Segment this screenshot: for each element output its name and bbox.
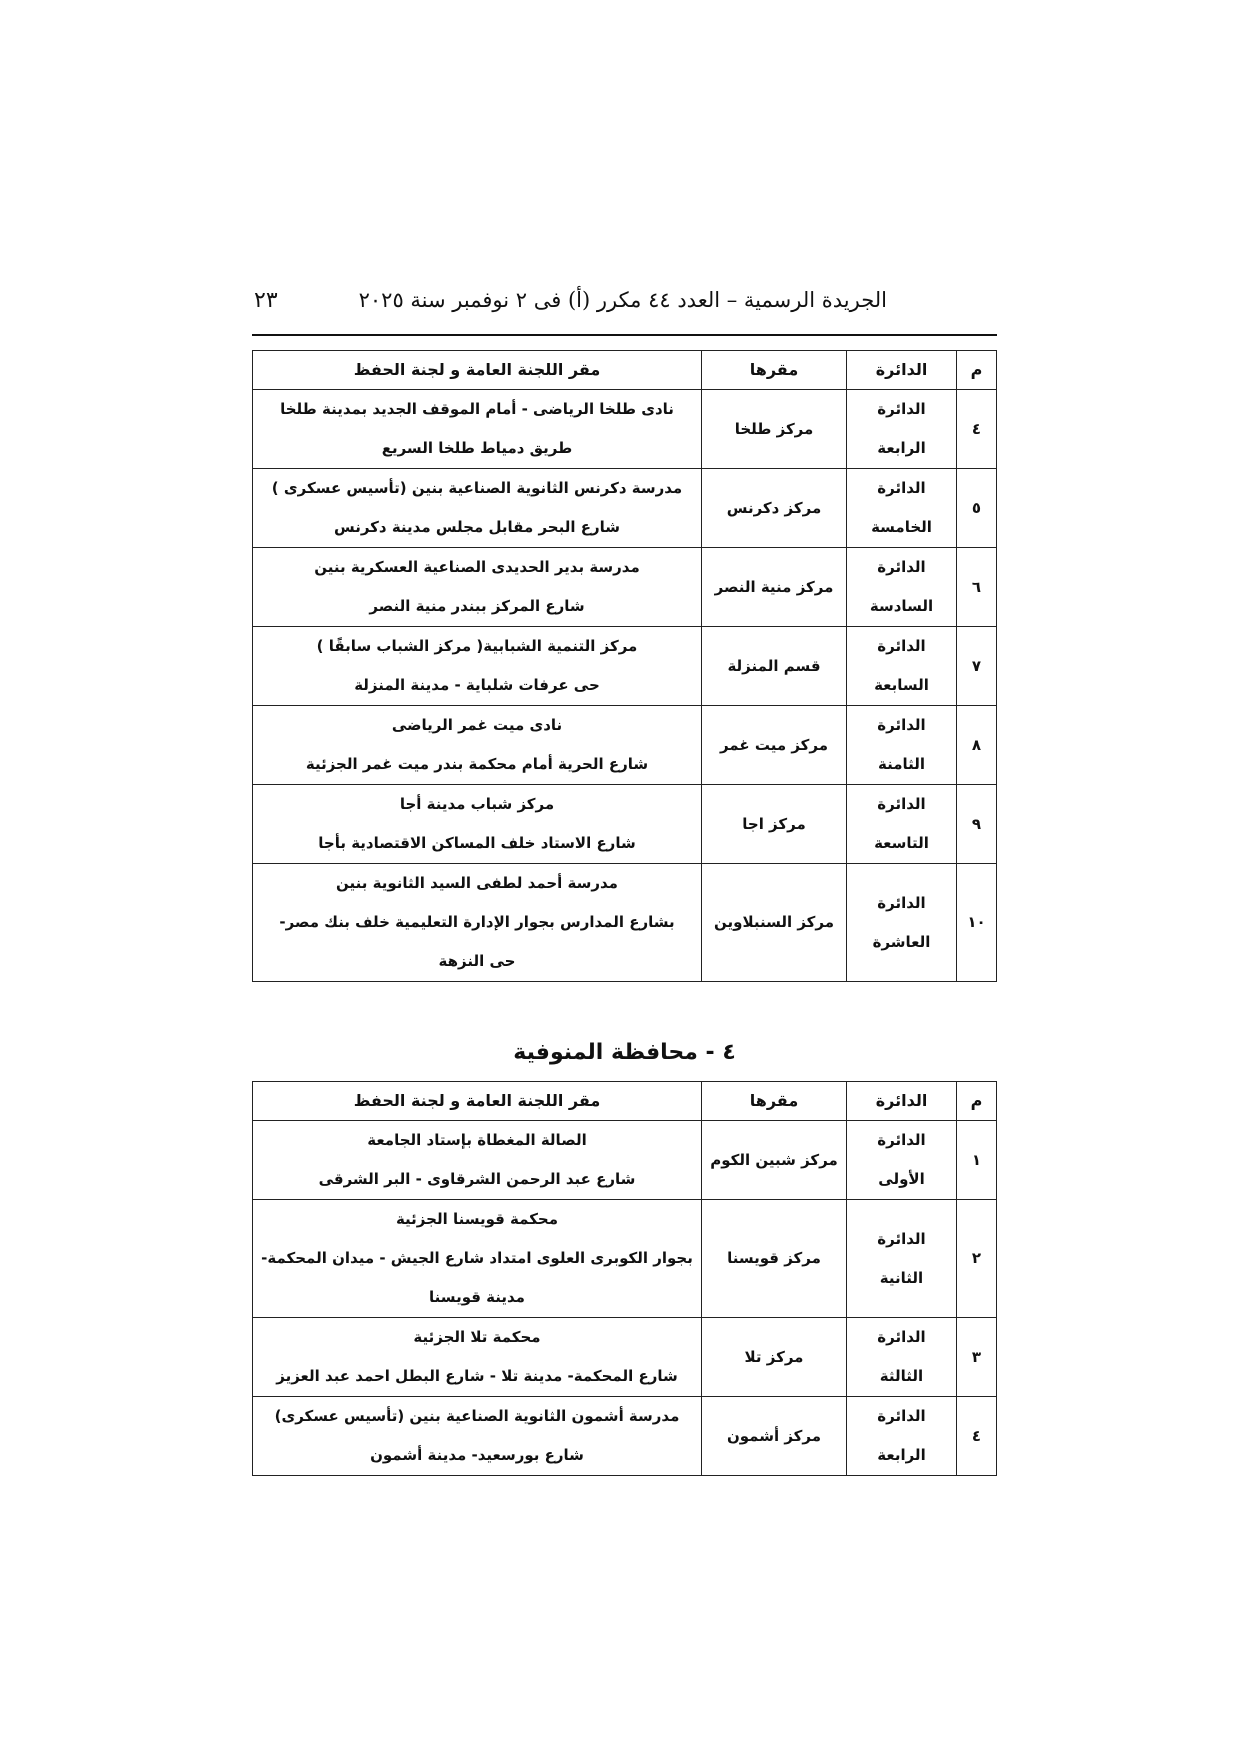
district-hq: مركز تلا: [702, 1318, 847, 1397]
table-row: [253, 627, 997, 706]
committee-location-line: محكمة تلا الجزئية: [413, 1328, 541, 1346]
committee-location-line: حى النزهة: [438, 952, 516, 970]
table-header-row: [253, 351, 997, 390]
district-number: ٥: [957, 469, 997, 548]
district-name-line: الدائرة: [877, 795, 926, 813]
table-row: [253, 390, 997, 469]
district-name-line: الدائرة: [877, 716, 926, 734]
district-name-line: الرابعة: [877, 439, 926, 457]
district-hq: مركز قويسنا: [702, 1200, 847, 1318]
district-name-line: الثانية: [879, 1268, 924, 1287]
page-number: ٢٣: [254, 288, 278, 313]
district-name: [847, 390, 957, 469]
district-name-line: الخامسة: [871, 518, 932, 536]
district-name: [847, 1121, 957, 1200]
committee-location-line: الصالة المغطاة بإستاد الجامعة: [367, 1131, 587, 1149]
district-name: [847, 864, 957, 982]
committee-location-line: مدرسة أحمد لطفى السيد الثانوية بنين: [336, 874, 618, 892]
committee-location: [253, 1121, 702, 1200]
district-name: [847, 469, 957, 548]
table-header-row: [253, 1082, 997, 1121]
committee-location: [253, 1318, 702, 1397]
committee-location-line: شارع بورسعيد- مدينة أشمون: [370, 1446, 584, 1464]
district-number: ٦: [957, 548, 997, 627]
district-hq: مركز شبين الكوم: [702, 1121, 847, 1200]
district-name-line: العاشرة: [872, 932, 931, 951]
committee-location: [253, 1397, 702, 1476]
committee-location-line: مركز شباب مدينة أجا: [399, 795, 555, 813]
column-header-location: مقر اللجنة العامة و لجنة الحفظ: [253, 1082, 702, 1121]
district-name-line: الدائرة: [877, 1407, 926, 1425]
district-hq: مركز طلخا: [702, 390, 847, 469]
table-body: [253, 390, 997, 982]
table-row: [253, 548, 997, 627]
district-name-line: السادسة: [869, 597, 934, 615]
district-name-line: الدائرة: [877, 558, 926, 576]
district-hq: مركز دكرنس: [702, 469, 847, 548]
column-header-district: الدائرة: [847, 351, 957, 390]
table-row: [253, 1397, 997, 1476]
district-name: [847, 1200, 957, 1318]
committee-location-line: مدينة قويسنا: [429, 1288, 525, 1306]
committee-location-line: شارع الاستاد خلف المساكن الاقتصادية بأجا: [318, 834, 636, 852]
district-number: ٩: [957, 785, 997, 864]
page-header: [252, 286, 997, 326]
district-name-line: الدائرة: [877, 1229, 926, 1248]
district-name-line: الثالثة: [879, 1367, 924, 1385]
committee-location-line: نادى ميت غمر الرياضى: [391, 716, 563, 734]
column-header-num: م: [957, 351, 997, 390]
committee-location-line: شارع الحرية أمام محكمة بندر ميت غمر الجزئية: [305, 755, 649, 773]
committee-location: [253, 627, 702, 706]
table-row: [253, 864, 997, 982]
table-row: [253, 706, 997, 785]
district-name-line: الدائرة: [877, 893, 926, 912]
district-number: ٨: [957, 706, 997, 785]
committee-location-line: بجوار الكوبرى العلوى امتداد شارع الجيش - ميدان المحكمة-: [261, 1249, 693, 1267]
committee-location-line: مدرسة أشمون الثانوية الصناعية بنين (تأسيس عسكرى): [274, 1407, 680, 1425]
district-number: ٤: [957, 1397, 997, 1476]
table-body: [253, 1121, 997, 1476]
committee-location-line: طريق دمياط طلخا السريع: [381, 439, 573, 457]
committee-location: [253, 548, 702, 627]
committee-location-line: مدرسة بدير الحديدى الصناعية العسكرية بنين: [314, 558, 640, 576]
committee-location-line: شارع عبد الرحمن الشرقاوى - البر الشرقى: [318, 1170, 636, 1188]
gazette-title: الجريدة الرسمية – العدد ٤٤ مكرر (أ) فى ٢ نوفمبر سنة ٢٠٢٥: [358, 288, 887, 312]
district-name-line: الدائرة: [877, 637, 926, 655]
section-heading-menoufia: ٤ - محافظة المنوفية: [513, 1040, 736, 1065]
table-row: [253, 1200, 997, 1318]
committee-location: [253, 1200, 702, 1318]
district-name-line: الدائرة: [877, 400, 926, 418]
district-number: ٢: [957, 1200, 997, 1318]
district-name: [847, 785, 957, 864]
committee-location: [253, 785, 702, 864]
committee-location-line: نادى طلخا الرياضى - أمام الموقف الجديد بمدينة طلخا: [280, 400, 674, 418]
district-name-line: التاسعة: [874, 834, 929, 852]
district-name-line: السابعة: [874, 676, 929, 694]
header-divider: [252, 334, 997, 336]
district-number: ٤: [957, 390, 997, 469]
district-name: [847, 627, 957, 706]
district-number: ٣: [957, 1318, 997, 1397]
district-name: [847, 1397, 957, 1476]
district-number: ١٠: [957, 864, 997, 982]
column-header-hq: مقرها: [702, 1082, 847, 1121]
committee-location: [253, 469, 702, 548]
committee-location-line: شارع المركز ببندر منية النصر: [369, 597, 585, 615]
dakahlia-committees-table: [252, 350, 997, 982]
table-row: [253, 1318, 997, 1397]
district-number: ١: [957, 1121, 997, 1200]
district-number: ٧: [957, 627, 997, 706]
committee-location-line: مركز التنمية الشبابية( مركز الشباب سابقًا ): [316, 637, 638, 655]
district-name-line: الرابعة: [877, 1446, 926, 1464]
district-name-line: الأولى: [878, 1170, 925, 1188]
district-name-line: الدائرة: [877, 1328, 926, 1346]
column-header-district: الدائرة: [847, 1082, 957, 1121]
menoufia-committees-table: [252, 1081, 997, 1476]
column-header-hq: مقرها: [702, 351, 847, 390]
district-hq: مركز أشمون: [702, 1397, 847, 1476]
committee-location-line: حى عرفات شلباية - مدينة المنزلة: [354, 676, 600, 694]
committee-location-line: مدرسة دكرنس الثانوية الصناعية بنين (تأسيس عسكرى ): [271, 479, 683, 497]
column-header-num: م: [957, 1082, 997, 1121]
table-row: [253, 785, 997, 864]
committee-location: [253, 390, 702, 469]
table-row: [253, 469, 997, 548]
committee-location-line: شارع البحر مقابل مجلس مدينة دكرنس: [334, 518, 620, 536]
district-name-line: الدائرة: [877, 1131, 926, 1149]
committee-location-line: بشارع المدارس بجوار الإدارة التعليمية خلف بنك مصر-: [279, 913, 675, 931]
district-hq: قسم المنزلة: [702, 627, 847, 706]
district-hq: مركز اجا: [702, 785, 847, 864]
district-hq: مركز السنبلاوين: [702, 864, 847, 982]
district-name: [847, 1318, 957, 1397]
district-name: [847, 548, 957, 627]
table-row: [253, 1121, 997, 1200]
committee-location: [253, 864, 702, 982]
column-header-location: مقر اللجنة العامة و لجنة الحفظ: [253, 351, 702, 390]
district-name-line: الثامنة: [877, 755, 926, 773]
district-hq: مركز منية النصر: [702, 548, 847, 627]
committee-location-line: شارع المحكمة- مدينة تلا - شارع البطل احمد عبد العزيز: [276, 1367, 678, 1385]
district-name-line: الدائرة: [877, 479, 926, 497]
committee-location: [253, 706, 702, 785]
district-hq: مركز ميت غمر: [702, 706, 847, 785]
committee-location-line: محكمة قويسنا الجزئية: [395, 1210, 559, 1228]
district-name: [847, 706, 957, 785]
